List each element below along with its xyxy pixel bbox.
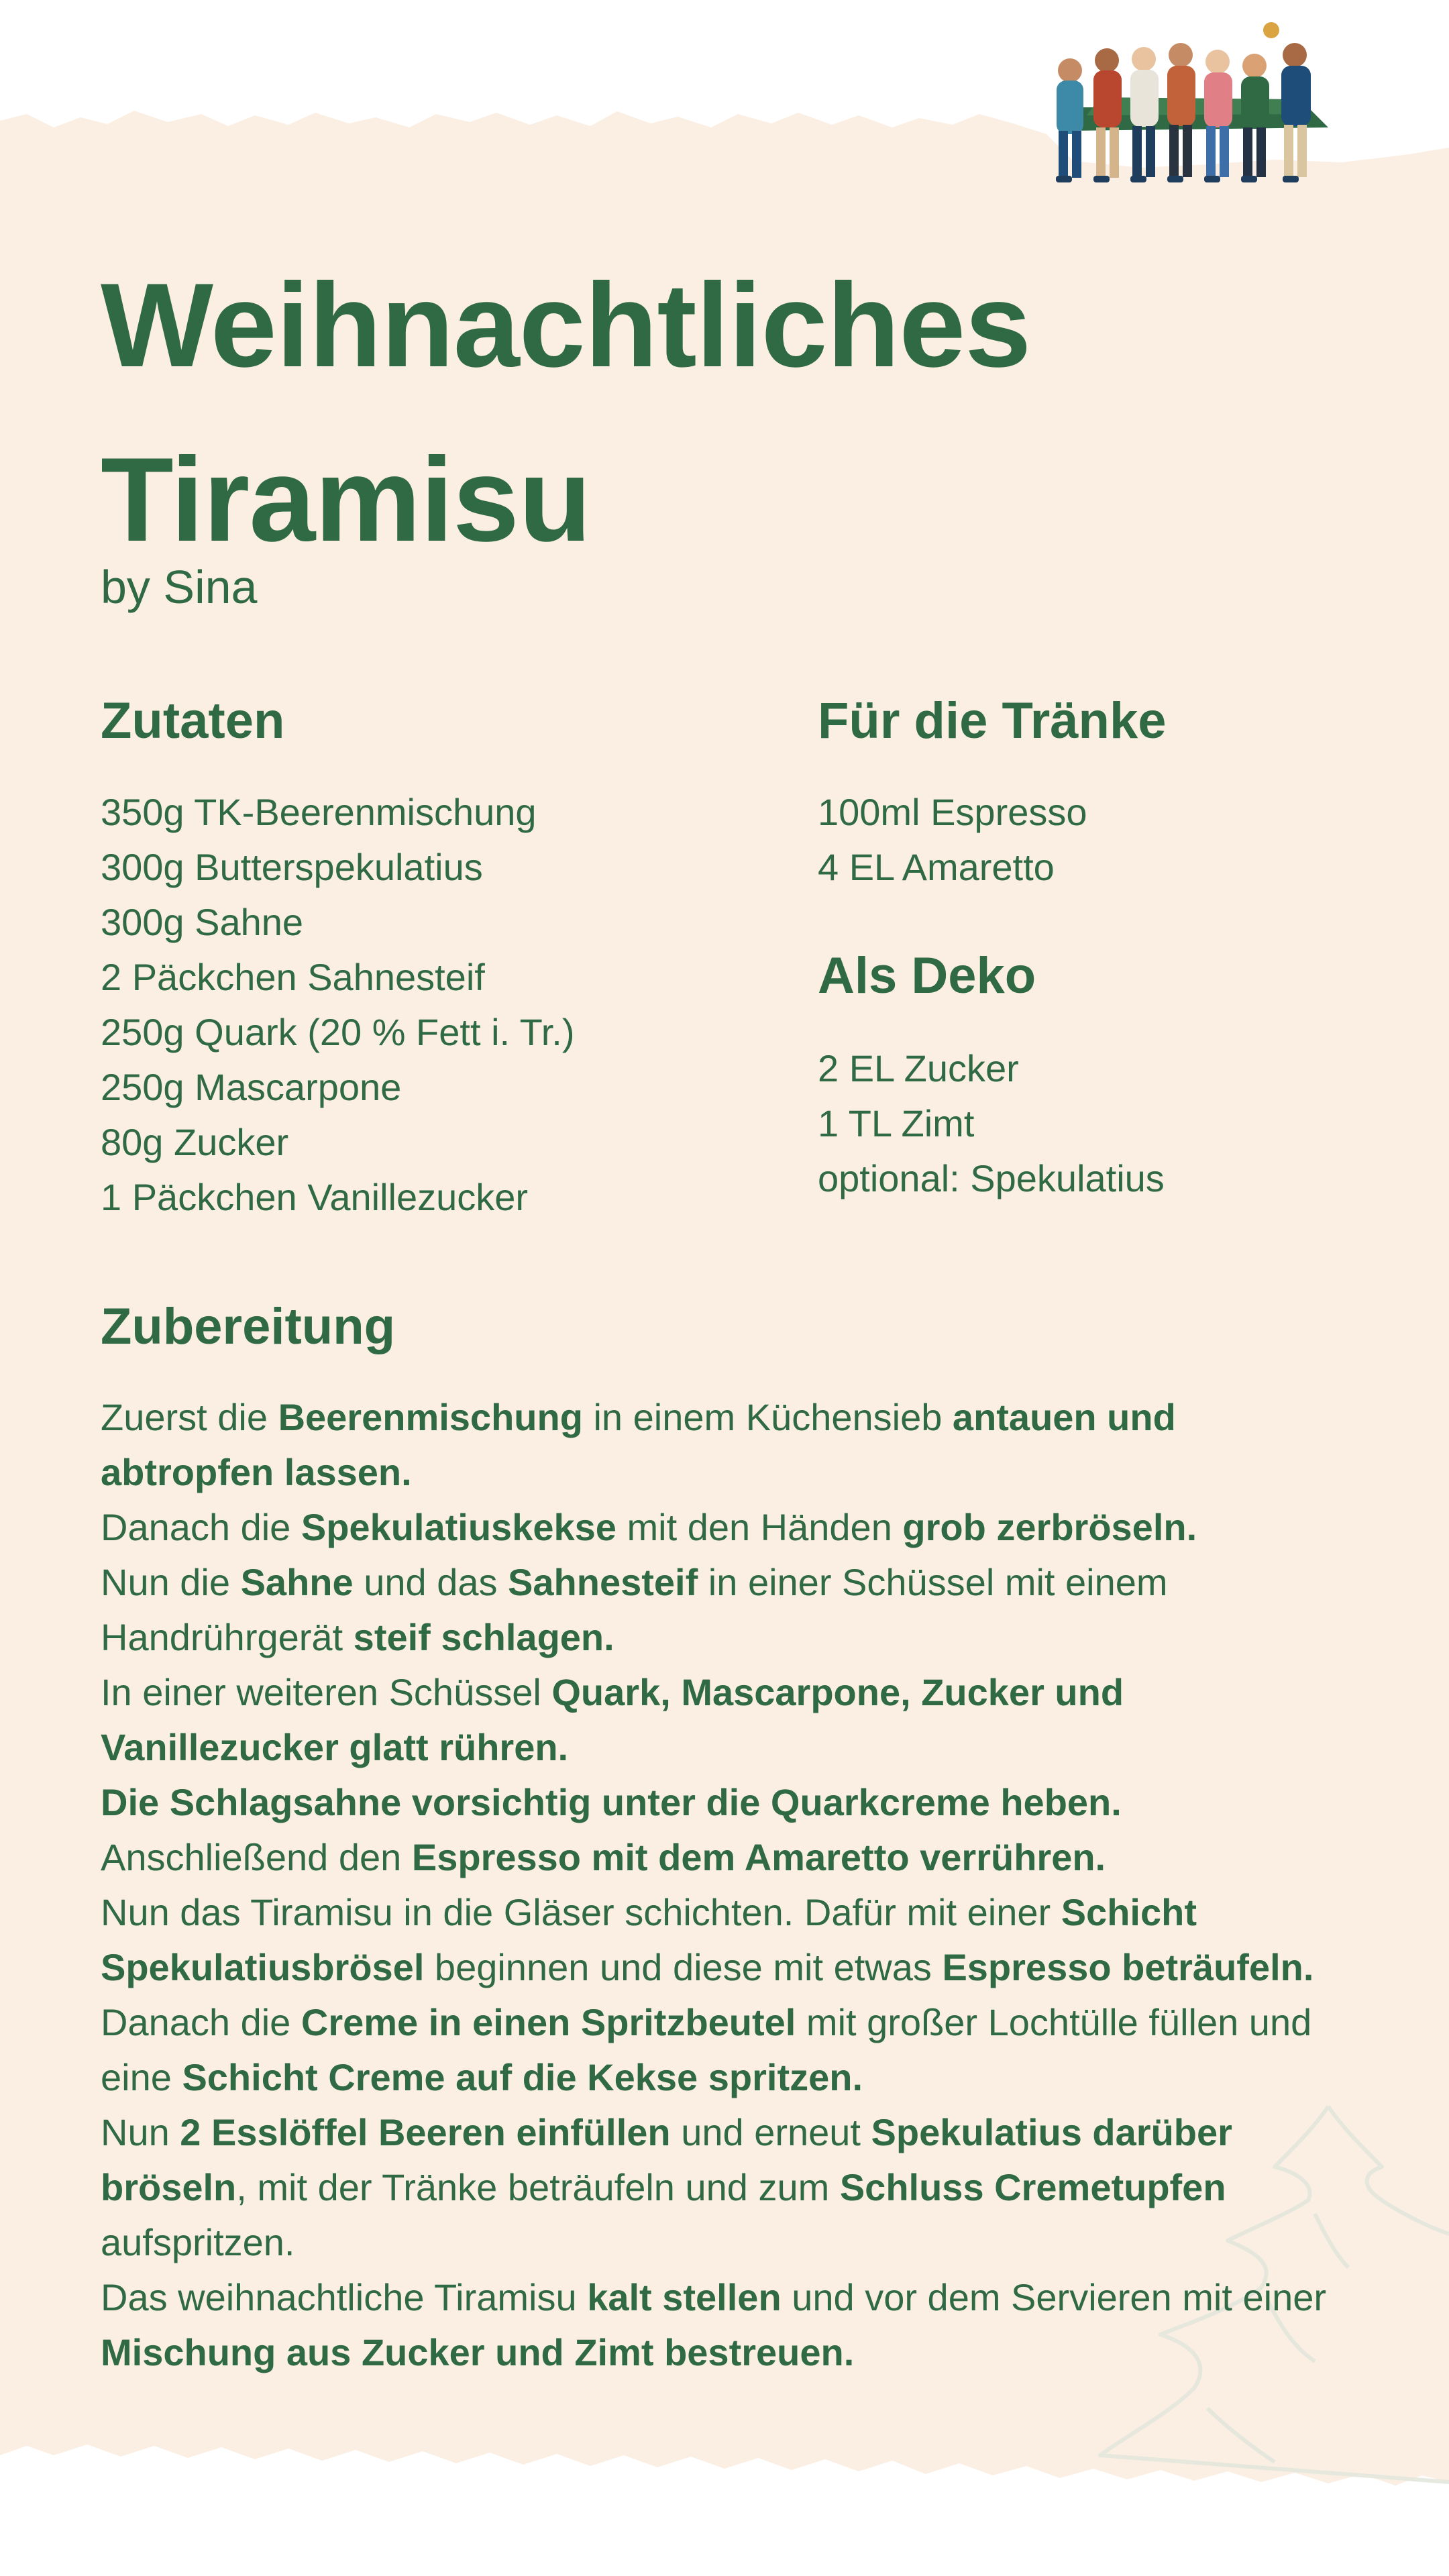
deko-list bbox=[818, 1041, 1165, 1206]
ingredient-item: 1 Päckchen Vanillezucker bbox=[101, 1176, 529, 1218]
step-emphasis: antauen und abtropfen lassen. bbox=[101, 1396, 1176, 1493]
step-text: Danach die bbox=[101, 2001, 301, 2043]
zubereitung-heading: Zubereitung bbox=[101, 1298, 396, 1355]
step-text: aufspritzen. bbox=[101, 2221, 295, 2263]
step-text: In einer weiteren Schüssel bbox=[101, 1671, 552, 1713]
zutaten-list bbox=[101, 785, 575, 1225]
step-paragraph bbox=[101, 2105, 1348, 2270]
step-emphasis: Creme in einen Spritzbeutel bbox=[301, 2001, 796, 2043]
step-emphasis: Sahnesteif bbox=[508, 1561, 698, 1603]
step-emphasis: Beerenmischung bbox=[278, 1396, 583, 1438]
deko-item: optional: Spekulatius bbox=[818, 1157, 1165, 1199]
step-emphasis: kalt stellen bbox=[587, 2276, 782, 2318]
step-paragraph bbox=[101, 2270, 1348, 2380]
step-text: und erneut bbox=[670, 2111, 871, 2153]
deko-heading: Als Deko bbox=[818, 947, 1036, 1004]
step-text: und vor dem Servieren mit einer bbox=[781, 2276, 1327, 2318]
page-title bbox=[101, 238, 1030, 587]
ingredient-item: 250g Quark (20 % Fett i. Tr.) bbox=[101, 1011, 575, 1053]
step-text: , mit der Tränke beträufeln und zum bbox=[236, 2166, 840, 2208]
step-emphasis: Schicht Spekulatiusbrösel bbox=[101, 1891, 1197, 1988]
people-carrying-tree-icon bbox=[1040, 13, 1362, 195]
step-paragraph bbox=[101, 1390, 1348, 1500]
step-text: und das bbox=[353, 1561, 508, 1603]
deko-item: 2 EL Zucker bbox=[818, 1047, 1019, 1089]
step-emphasis: Schluss Cremetupfen bbox=[839, 2166, 1226, 2208]
step-text: in einer Schüssel mit einem Handrührgerät bbox=[101, 1561, 1168, 1658]
ingredient-item: 80g Zucker bbox=[101, 1121, 289, 1163]
step-text: mit den Händen bbox=[616, 1506, 903, 1548]
step-paragraph bbox=[101, 1885, 1348, 1995]
step-text: beginnen und diese mit etwas bbox=[424, 1946, 943, 1988]
title-line-1: Weihnachtliches bbox=[101, 258, 1031, 392]
traenke-list bbox=[818, 785, 1087, 895]
step-emphasis: Mischung aus Zucker und Zimt bestreuen. bbox=[101, 2331, 855, 2373]
step-emphasis: Espresso beträufeln. bbox=[942, 1946, 1314, 1988]
step-text: Anschließend den bbox=[101, 1836, 412, 1878]
step-paragraph bbox=[101, 1665, 1348, 1775]
step-emphasis: grob zerbröseln. bbox=[902, 1506, 1197, 1548]
step-emphasis: Spekulatiuskekse bbox=[301, 1506, 616, 1548]
traenke-heading: Für die Tränke bbox=[818, 692, 1167, 749]
step-emphasis: Spekulatius darüber bröseln bbox=[101, 2111, 1232, 2208]
step-emphasis: Quark, Mascarpone, Zucker und Vanillezucker glatt rühren. bbox=[101, 1671, 1124, 1768]
zutaten-heading: Zutaten bbox=[101, 692, 285, 749]
step-paragraph bbox=[101, 1500, 1348, 1555]
step-paragraph bbox=[101, 1830, 1348, 1885]
step-paragraph bbox=[101, 1995, 1348, 2105]
ingredient-item: 300g Butterspekulatius bbox=[101, 846, 483, 888]
author-line: by Sina bbox=[101, 561, 258, 613]
step-emphasis: Schicht Creme auf die Kekse spritzen. bbox=[182, 2056, 863, 2098]
step-text: in einem Küchensieb bbox=[582, 1396, 953, 1438]
step-paragraph bbox=[101, 1775, 1348, 1830]
step-text: Nun das Tiramisu in die Gläser schichten. Dafür mit einer bbox=[101, 1891, 1061, 1933]
step-emphasis: Sahne bbox=[240, 1561, 354, 1603]
step-text: Danach die bbox=[101, 1506, 301, 1548]
step-text: mit großer Lochtülle füllen und eine bbox=[101, 2001, 1312, 2098]
ingredient-item: 250g Mascarpone bbox=[101, 1066, 402, 1108]
ingredient-item: 300g Sahne bbox=[101, 901, 304, 943]
step-emphasis: 2 Esslöffel Beeren einfüllen bbox=[180, 2111, 671, 2153]
step-text: Nun die bbox=[101, 1561, 241, 1603]
ingredient-item: 350g TK-Beerenmischung bbox=[101, 791, 537, 833]
step-emphasis: steif schlagen. bbox=[353, 1616, 614, 1658]
deko-item: 1 TL Zimt bbox=[818, 1102, 975, 1144]
step-emphasis: Die Schlagsahne vorsichtig unter die Quarkcreme heben. bbox=[101, 1781, 1122, 1823]
traenke-item: 4 EL Amaretto bbox=[818, 846, 1055, 888]
step-text: Nun bbox=[101, 2111, 180, 2153]
zubereitung-steps bbox=[101, 1390, 1348, 2380]
step-text: Zuerst die bbox=[101, 1396, 278, 1438]
step-emphasis: Espresso mit dem Amaretto verrühren. bbox=[411, 1836, 1106, 1878]
ingredient-item: 2 Päckchen Sahnesteif bbox=[101, 956, 485, 998]
step-text: Das weihnachtliche Tiramisu bbox=[101, 2276, 588, 2318]
traenke-item: 100ml Espresso bbox=[818, 791, 1087, 833]
title-line-2: Tiramisu bbox=[101, 433, 591, 566]
step-paragraph bbox=[101, 1555, 1348, 1665]
